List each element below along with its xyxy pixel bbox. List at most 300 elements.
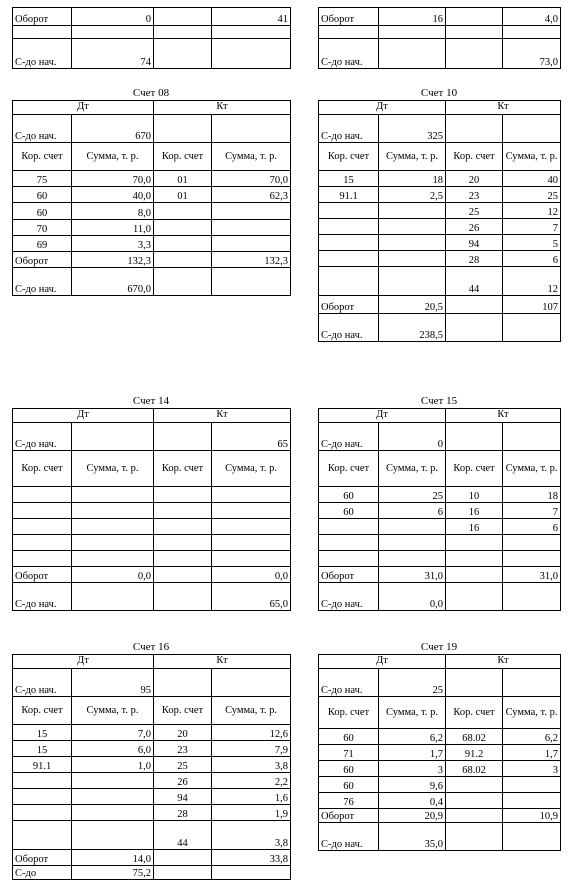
credit-account: 16 bbox=[446, 503, 503, 519]
credit-amount: 62,3 bbox=[212, 187, 291, 203]
credit-account bbox=[446, 793, 503, 809]
credit-amount bbox=[212, 535, 291, 551]
closing-balance-row bbox=[13, 866, 291, 880]
table-row bbox=[319, 203, 561, 219]
debit-amount: 18 bbox=[379, 171, 446, 187]
credit-header: Кт bbox=[154, 409, 291, 423]
credit-account: 44 bbox=[446, 267, 503, 296]
debit-amount: 6,2 bbox=[379, 729, 446, 745]
credit-amount bbox=[212, 220, 291, 236]
credit-header: Кт bbox=[446, 655, 561, 669]
credit-account: 25 bbox=[154, 757, 212, 773]
corr-account-header: Кор. счет bbox=[13, 143, 72, 171]
credit-account: 16 bbox=[446, 519, 503, 535]
corr-account-header: Кор. счет bbox=[13, 451, 72, 487]
credit-amount: 1,9 bbox=[212, 805, 291, 821]
table-row bbox=[319, 235, 561, 251]
closing-kt bbox=[212, 268, 291, 296]
table-row bbox=[13, 503, 291, 519]
debit-account: 15 bbox=[13, 741, 72, 757]
opening-label: С-до нач. bbox=[13, 669, 72, 697]
credit-amount bbox=[503, 777, 561, 793]
debit-account: 75 bbox=[13, 171, 72, 187]
debit-amount: 6 bbox=[379, 503, 446, 519]
ledger-table bbox=[12, 408, 291, 611]
debit-amount: 2,5 bbox=[379, 187, 446, 203]
account-title: Счет 08 bbox=[132, 87, 170, 99]
credit-amount: 40 bbox=[503, 171, 561, 187]
top-left-table bbox=[12, 7, 291, 69]
credit-account bbox=[154, 220, 212, 236]
debit-account bbox=[13, 551, 72, 567]
debit-amount: 1,7 bbox=[379, 745, 446, 761]
credit-header: Кт bbox=[154, 655, 291, 669]
debit-account bbox=[319, 203, 379, 219]
credit-account bbox=[446, 551, 503, 567]
credit-amount: 5 bbox=[503, 235, 561, 251]
opening-label: С-до нач. bbox=[13, 423, 72, 451]
opening-dt: 670 bbox=[72, 115, 154, 143]
credit-amount: 7 bbox=[503, 503, 561, 519]
closing-kt: 65,0 bbox=[212, 583, 291, 611]
debit-account: 15 bbox=[319, 171, 379, 187]
amount-header: Сумма, т. р. bbox=[212, 143, 291, 171]
turnover-kt: 132,3 bbox=[212, 252, 291, 268]
turnover-label: Оборот bbox=[13, 567, 72, 583]
table-row bbox=[319, 219, 561, 235]
closing-label: С-до bbox=[13, 866, 72, 880]
credit-account: 01 bbox=[154, 171, 212, 187]
turnover-row bbox=[319, 567, 561, 583]
top-right-table bbox=[318, 7, 561, 69]
closing-kt: 73,0 bbox=[503, 39, 561, 69]
closing-label: С-до нач. bbox=[319, 823, 379, 851]
table-row bbox=[13, 551, 291, 567]
debit-account: 60 bbox=[319, 503, 379, 519]
debit-account: 71 bbox=[319, 745, 379, 761]
credit-amount bbox=[212, 203, 291, 220]
table-row bbox=[13, 203, 291, 220]
debit-amount bbox=[72, 551, 154, 567]
table-row bbox=[319, 745, 561, 761]
credit-account: 23 bbox=[446, 187, 503, 203]
debit-account bbox=[13, 773, 72, 789]
debit-amount bbox=[72, 789, 154, 805]
closing-balance-row bbox=[13, 583, 291, 611]
credit-amount: 70,0 bbox=[212, 171, 291, 187]
table-row bbox=[13, 487, 291, 503]
credit-account: 26 bbox=[154, 773, 212, 789]
ledger-table bbox=[318, 654, 561, 851]
debit-amount: 3 bbox=[379, 761, 446, 777]
credit-account: 28 bbox=[154, 805, 212, 821]
debit-amount: 11,0 bbox=[72, 220, 154, 236]
debit-account bbox=[319, 535, 379, 551]
closing-balance-row bbox=[319, 314, 561, 342]
closing-dt: 35,0 bbox=[379, 823, 446, 851]
table-row bbox=[13, 821, 291, 850]
corr-account-header: Кор. счет bbox=[319, 697, 379, 729]
turnover-kt: 33,8 bbox=[212, 850, 291, 866]
credit-account bbox=[154, 551, 212, 567]
amount-header: Сумма, т. р. bbox=[212, 697, 291, 725]
table-row bbox=[319, 519, 561, 535]
amount-header: Сумма, т. р. bbox=[379, 451, 446, 487]
turnover-dt: 14,0 bbox=[72, 850, 154, 866]
debit-amount bbox=[379, 203, 446, 219]
debit-amount: 3,3 bbox=[72, 236, 154, 252]
opening-kt bbox=[212, 669, 291, 697]
turnover-dt: 16 bbox=[379, 8, 446, 26]
account-title: Счет 14 bbox=[132, 395, 170, 407]
opening-dt: 325 bbox=[379, 115, 446, 143]
debit-amount bbox=[379, 519, 446, 535]
opening-label: С-до нач. bbox=[319, 669, 379, 697]
turnover-dt: 31,0 bbox=[379, 567, 446, 583]
turnover-label: Оборот bbox=[13, 8, 72, 26]
closing-dt: 0,0 bbox=[379, 583, 446, 611]
debit-account: 70 bbox=[13, 220, 72, 236]
table-row bbox=[13, 725, 291, 741]
amount-header: Сумма, т. р. bbox=[72, 143, 154, 171]
credit-amount bbox=[212, 487, 291, 503]
credit-amount: 12,6 bbox=[212, 725, 291, 741]
amount-header: Сумма, т. р. bbox=[379, 143, 446, 171]
turnover-row bbox=[13, 567, 291, 583]
closing-dt: 670,0 bbox=[72, 268, 154, 296]
opening-dt: 0 bbox=[379, 423, 446, 451]
debit-amount bbox=[72, 773, 154, 789]
debit-account: 60 bbox=[319, 487, 379, 503]
opening-label: С-до нач. bbox=[319, 423, 379, 451]
credit-amount bbox=[503, 551, 561, 567]
closing-balance-row bbox=[13, 268, 291, 296]
credit-amount: 1,7 bbox=[503, 745, 561, 761]
credit-account bbox=[154, 203, 212, 220]
opening-label: С-до нач. bbox=[13, 115, 72, 143]
debit-account: 60 bbox=[13, 203, 72, 220]
turnover-dt: 132,3 bbox=[72, 252, 154, 268]
debit-account bbox=[319, 551, 379, 567]
column-header-row bbox=[319, 451, 561, 487]
table-row bbox=[13, 220, 291, 236]
column-header-row bbox=[319, 697, 561, 729]
turnover-kt: 41 bbox=[212, 8, 291, 26]
table-row bbox=[13, 519, 291, 535]
credit-account: 26 bbox=[446, 219, 503, 235]
credit-amount: 1,6 bbox=[212, 789, 291, 805]
opening-balance-row bbox=[13, 669, 291, 697]
debit-header: Дт bbox=[319, 655, 446, 669]
turnover-row bbox=[319, 809, 561, 823]
debit-amount bbox=[72, 535, 154, 551]
credit-amount: 6,2 bbox=[503, 729, 561, 745]
debit-header: Дт bbox=[319, 101, 446, 115]
table-row bbox=[319, 503, 561, 519]
debit-amount: 25 bbox=[379, 487, 446, 503]
credit-header: Кт bbox=[154, 101, 291, 115]
closing-label: С-до нач. bbox=[13, 268, 72, 296]
column-header-row bbox=[13, 697, 291, 725]
credit-amount bbox=[212, 503, 291, 519]
credit-amount bbox=[503, 535, 561, 551]
ledger-table bbox=[12, 654, 291, 880]
credit-amount: 7 bbox=[503, 219, 561, 235]
amount-header: Сумма, т. р. bbox=[503, 697, 561, 729]
opening-kt bbox=[503, 115, 561, 143]
debit-account: 60 bbox=[319, 729, 379, 745]
credit-amount: 18 bbox=[503, 487, 561, 503]
debit-account: 15 bbox=[13, 725, 72, 741]
turnover-kt: 4,0 bbox=[503, 8, 561, 26]
credit-amount bbox=[212, 236, 291, 252]
table-row bbox=[319, 487, 561, 503]
debit-amount: 8,0 bbox=[72, 203, 154, 220]
credit-amount: 6 bbox=[503, 519, 561, 535]
table-row bbox=[13, 741, 291, 757]
table-row bbox=[319, 267, 561, 296]
credit-account: 91.2 bbox=[446, 745, 503, 761]
opening-kt: 65 bbox=[212, 423, 291, 451]
debit-header: Дт bbox=[13, 655, 154, 669]
credit-amount: 12 bbox=[503, 267, 561, 296]
corr-account-header: Кор. счет bbox=[446, 697, 503, 729]
credit-amount: 3,8 bbox=[212, 757, 291, 773]
closing-dt bbox=[72, 583, 154, 611]
debit-account bbox=[319, 235, 379, 251]
debit-amount bbox=[379, 267, 446, 296]
credit-account bbox=[154, 503, 212, 519]
corr-account-header: Кор. счет bbox=[154, 451, 212, 487]
turnover-dt: 0 bbox=[72, 8, 154, 26]
credit-amount bbox=[503, 793, 561, 809]
corr-account-header: Кор. счет bbox=[13, 697, 72, 725]
debit-account bbox=[319, 251, 379, 267]
turnover-row bbox=[13, 850, 291, 866]
credit-account: 01 bbox=[154, 187, 212, 203]
ledger-table bbox=[318, 100, 561, 342]
table-row bbox=[13, 773, 291, 789]
closing-balance-row bbox=[319, 823, 561, 851]
debit-amount: 9,6 bbox=[379, 777, 446, 793]
credit-account bbox=[446, 535, 503, 551]
amount-header: Сумма, т. р. bbox=[503, 143, 561, 171]
opening-balance-row bbox=[319, 423, 561, 451]
opening-kt bbox=[503, 669, 561, 697]
opening-kt bbox=[503, 423, 561, 451]
ledger-table bbox=[12, 100, 291, 296]
debit-account: 60 bbox=[319, 777, 379, 793]
closing-label: С-до нач. bbox=[319, 314, 379, 342]
account-title: Счет 15 bbox=[420, 395, 458, 407]
opening-balance-row bbox=[319, 669, 561, 697]
debit-account: 91.1 bbox=[13, 757, 72, 773]
debit-account bbox=[13, 821, 72, 850]
top-left-block bbox=[12, 7, 290, 69]
table-row bbox=[319, 761, 561, 777]
debit-amount: 1,0 bbox=[72, 757, 154, 773]
opening-balance-row bbox=[319, 115, 561, 143]
corr-account-header: Кор. счет bbox=[319, 451, 379, 487]
credit-amount: 6 bbox=[503, 251, 561, 267]
credit-account: 10 bbox=[446, 487, 503, 503]
credit-amount: 2,2 bbox=[212, 773, 291, 789]
credit-amount: 25 bbox=[503, 187, 561, 203]
top-right-block bbox=[318, 7, 560, 69]
debit-account: 91.1 bbox=[319, 187, 379, 203]
table-row bbox=[13, 805, 291, 821]
debit-header: Дт bbox=[13, 409, 154, 423]
debit-account bbox=[319, 519, 379, 535]
table-row bbox=[319, 777, 561, 793]
turnover-row bbox=[319, 296, 561, 314]
debit-amount bbox=[379, 235, 446, 251]
opening-label: С-до нач. bbox=[319, 115, 379, 143]
credit-account: 94 bbox=[446, 235, 503, 251]
opening-dt: 25 bbox=[379, 669, 446, 697]
amount-header: Сумма, т. р. bbox=[503, 451, 561, 487]
table-row bbox=[13, 757, 291, 773]
debit-account: 60 bbox=[13, 187, 72, 203]
debit-amount: 40,0 bbox=[72, 187, 154, 203]
closing-kt bbox=[212, 866, 291, 880]
debit-account bbox=[13, 789, 72, 805]
table-row bbox=[13, 236, 291, 252]
turnover-label: Оборот bbox=[319, 296, 379, 314]
turnover-label: Оборот bbox=[319, 8, 379, 26]
credit-account: 44 bbox=[154, 821, 212, 850]
corr-account-header: Кор. счет bbox=[154, 697, 212, 725]
closing-label: С-до нач. bbox=[13, 39, 72, 69]
debit-account bbox=[319, 219, 379, 235]
credit-amount bbox=[212, 519, 291, 535]
account-title: Счет 10 bbox=[420, 87, 458, 99]
table-row bbox=[319, 251, 561, 267]
corr-account-header: Кор. счет bbox=[446, 451, 503, 487]
debit-amount bbox=[72, 805, 154, 821]
opening-balance-row bbox=[13, 115, 291, 143]
opening-balance-row bbox=[13, 423, 291, 451]
debit-account: 69 bbox=[13, 236, 72, 252]
account-title: Счет 19 bbox=[420, 641, 458, 653]
turnover-row bbox=[13, 252, 291, 268]
credit-account bbox=[154, 487, 212, 503]
debit-amount bbox=[379, 535, 446, 551]
credit-header: Кт bbox=[446, 101, 561, 115]
turnover-label: Оборот bbox=[13, 252, 72, 268]
debit-amount: 6,0 bbox=[72, 741, 154, 757]
table-row bbox=[319, 535, 561, 551]
ledger-table bbox=[318, 408, 561, 611]
credit-amount: 12 bbox=[503, 203, 561, 219]
turnover-kt: 0,0 bbox=[212, 567, 291, 583]
credit-account: 20 bbox=[446, 171, 503, 187]
amount-header: Сумма, т. р. bbox=[212, 451, 291, 487]
table-row bbox=[319, 551, 561, 567]
table-row bbox=[319, 729, 561, 745]
debit-account bbox=[13, 805, 72, 821]
closing-dt: 75,2 bbox=[72, 866, 154, 880]
turnover-label: Оборот bbox=[13, 850, 72, 866]
closing-kt bbox=[503, 583, 561, 611]
table-row bbox=[13, 535, 291, 551]
debit-amount bbox=[379, 219, 446, 235]
debit-amount: 7,0 bbox=[72, 725, 154, 741]
corr-account-header: Кор. счет bbox=[446, 143, 503, 171]
debit-amount: 0,4 bbox=[379, 793, 446, 809]
closing-dt: 238,5 bbox=[379, 314, 446, 342]
debit-account bbox=[13, 535, 72, 551]
credit-amount: 3,8 bbox=[212, 821, 291, 850]
turnover-label: Оборот bbox=[319, 567, 379, 583]
opening-dt: 95 bbox=[72, 669, 154, 697]
debit-header: Дт bbox=[319, 409, 446, 423]
credit-account: 25 bbox=[446, 203, 503, 219]
amount-header: Сумма, т. р. bbox=[379, 697, 446, 729]
debit-amount bbox=[72, 519, 154, 535]
credit-amount: 3 bbox=[503, 761, 561, 777]
closing-kt bbox=[503, 314, 561, 342]
opening-kt bbox=[212, 115, 291, 143]
closing-dt: 74 bbox=[72, 39, 154, 69]
account-title: Счет 16 bbox=[132, 641, 170, 653]
column-header-row bbox=[319, 143, 561, 171]
credit-amount bbox=[212, 551, 291, 567]
table-row bbox=[13, 171, 291, 187]
amount-header: Сумма, т. р. bbox=[72, 451, 154, 487]
debit-amount bbox=[379, 251, 446, 267]
debit-account bbox=[13, 503, 72, 519]
table-row bbox=[13, 187, 291, 203]
credit-account: 68.02 bbox=[446, 729, 503, 745]
credit-account: 23 bbox=[154, 741, 212, 757]
debit-account: 60 bbox=[319, 761, 379, 777]
table-row bbox=[319, 793, 561, 809]
debit-amount bbox=[72, 503, 154, 519]
credit-amount: 7,9 bbox=[212, 741, 291, 757]
debit-account bbox=[13, 487, 72, 503]
turnover-dt: 0,0 bbox=[72, 567, 154, 583]
column-header-row bbox=[13, 143, 291, 171]
debit-amount bbox=[379, 551, 446, 567]
debit-amount: 70,0 bbox=[72, 171, 154, 187]
debit-header: Дт bbox=[13, 101, 154, 115]
credit-header: Кт bbox=[446, 409, 561, 423]
opening-dt bbox=[72, 423, 154, 451]
turnover-dt: 20,5 bbox=[379, 296, 446, 314]
table-row bbox=[319, 187, 561, 203]
debit-amount bbox=[72, 821, 154, 850]
corr-account-header: Кор. счет bbox=[154, 143, 212, 171]
turnover-kt: 107 bbox=[503, 296, 561, 314]
credit-account: 94 bbox=[154, 789, 212, 805]
turnover-kt: 10,9 bbox=[503, 809, 561, 823]
turnover-dt: 20,9 bbox=[379, 809, 446, 823]
debit-account bbox=[13, 519, 72, 535]
closing-balance-row bbox=[319, 583, 561, 611]
credit-account bbox=[446, 777, 503, 793]
credit-account bbox=[154, 535, 212, 551]
credit-account bbox=[154, 519, 212, 535]
credit-account: 68.02 bbox=[446, 761, 503, 777]
closing-label: С-до нач. bbox=[319, 583, 379, 611]
column-header-row bbox=[13, 451, 291, 487]
table-row bbox=[319, 171, 561, 187]
turnover-label: Оборот bbox=[319, 809, 379, 823]
closing-label: С-до нач. bbox=[13, 583, 72, 611]
debit-account: 76 bbox=[319, 793, 379, 809]
debit-account bbox=[319, 267, 379, 296]
